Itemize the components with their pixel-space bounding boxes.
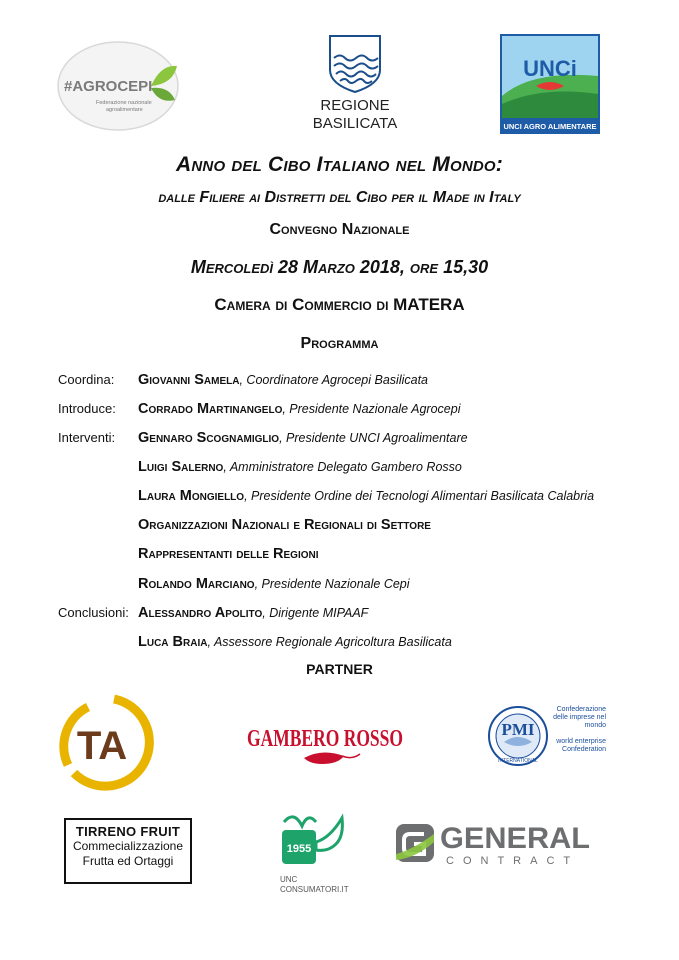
programme-role: Introduce: — [58, 401, 116, 416]
tirreno-fruit-line: Commecializzazione — [72, 839, 184, 853]
speaker-description: , Presidente UNCI Agroalimentare — [279, 431, 468, 445]
svg-text:PMI: PMI — [501, 720, 535, 739]
pmi-international-logo: PMI INTERNATIONAL Confederazione delle imprese nel mondo world enterprise Confederation — [486, 704, 606, 768]
speaker-name: Corrado Martinangelo — [138, 401, 283, 417]
svg-text:BASILICATA: BASILICATA — [312, 115, 398, 132]
unci-agroalimentare-logo — [500, 34, 600, 134]
speaker-name: Gennaro Scognamiglio — [138, 430, 280, 446]
svg-text:INTERNATIONAL: INTERNATIONAL — [498, 758, 538, 764]
event-date: Mercoledì 28 Marzo 2018, ore 15,30 — [190, 257, 489, 277]
tirreno-fruit-line: Frutta ed Ortaggi — [82, 854, 174, 868]
programme-role: Conclusioni: — [58, 605, 129, 620]
speaker-description: , Presidente Ordine dei Tecnologi Alimentari Basilicata Calabria — [244, 489, 595, 503]
svg-text:GENERAL: GENERAL — [440, 822, 590, 855]
gambero-rosso-logo — [244, 718, 406, 770]
speaker-name: Rolando Marciano — [138, 576, 255, 592]
svg-text:TA: TA — [76, 724, 128, 768]
event-title: Anno del Cibo Italiano nel Mondo: — [176, 153, 503, 176]
programme-row — [58, 634, 452, 654]
svg-text:agroalimentare: agroalimentare — [106, 107, 143, 113]
speaker-name: Luigi Salerno — [138, 459, 224, 475]
ta-logo — [54, 695, 154, 795]
speaker-name: Giovanni Samela — [138, 372, 240, 388]
speaker-name: Laura Mongiello — [138, 488, 245, 504]
programme-row — [58, 401, 460, 421]
regione-basilicata-logo — [300, 34, 410, 134]
programme-row — [58, 459, 462, 479]
svg-text:UNCi: UNCi — [523, 56, 577, 81]
svg-text:REGIONE: REGIONE — [320, 97, 390, 114]
svg-text:UNC: UNC — [280, 875, 298, 884]
svg-text:CONTRACT: CONTRACT — [446, 855, 580, 867]
svg-text:CONSUMATORI.IT: CONSUMATORI.IT — [280, 885, 349, 894]
tirreno-fruit-logo — [64, 818, 192, 884]
event-venue: Camera di Commercio di MATERA — [214, 295, 465, 314]
event-type: Convegno Nazionale — [269, 221, 410, 238]
svg-text:#AGROCEPI: #AGROCEPI — [64, 78, 153, 95]
partner-heading: PARTNER — [306, 661, 373, 677]
programme-row — [58, 372, 428, 392]
speaker-name: Rappresentanti delle Regioni — [138, 546, 319, 562]
event-subtitle: dalle Filiere ai Distretti del Cibo per il Made in Italy — [158, 189, 521, 206]
speaker-name: Luca Braia — [138, 634, 208, 650]
speaker-description: , Presidente Nazionale Agrocepi — [282, 402, 461, 416]
programme-row — [58, 488, 594, 508]
svg-text:Federazione nazionale: Federazione nazionale — [96, 100, 152, 106]
speaker-name: Alessandro Apolito — [138, 605, 263, 621]
speaker-description: , Presidente Nazionale Cepi — [254, 577, 410, 591]
speaker-name: Organizzazioni Nazionali e Regionali di Settore — [138, 517, 431, 533]
speaker-description: , Dirigente MIPAAF — [262, 606, 369, 620]
agrocepi-logo — [56, 40, 182, 132]
programme-row — [58, 517, 431, 537]
speaker-description: , Coordinatore Agrocepi Basilicata — [239, 373, 428, 387]
svg-text:GAMBERO ROSSO: GAMBERO ROSSO — [247, 726, 403, 752]
programme-row — [58, 430, 468, 450]
speaker-description: , Assessore Regionale Agricoltura Basilicata — [207, 635, 452, 649]
programme-row — [58, 546, 319, 566]
speaker-description: , Amministratore Delegato Gambero Rosso — [223, 460, 462, 474]
programme-role: Coordina: — [58, 372, 115, 387]
programme-row — [58, 605, 368, 625]
tirreno-fruit-title: TIRRENO FRUIT — [75, 824, 181, 839]
general-contract-logo — [394, 818, 594, 870]
unc-consumatori-logo — [262, 812, 372, 898]
svg-text:UNCI AGRO ALIMENTARE: UNCI AGRO ALIMENTARE — [503, 122, 597, 131]
programme-row — [58, 576, 410, 596]
programme-heading: Programma — [300, 335, 379, 352]
programme-role: Interventi: — [58, 430, 116, 445]
svg-text:1955: 1955 — [286, 843, 312, 855]
